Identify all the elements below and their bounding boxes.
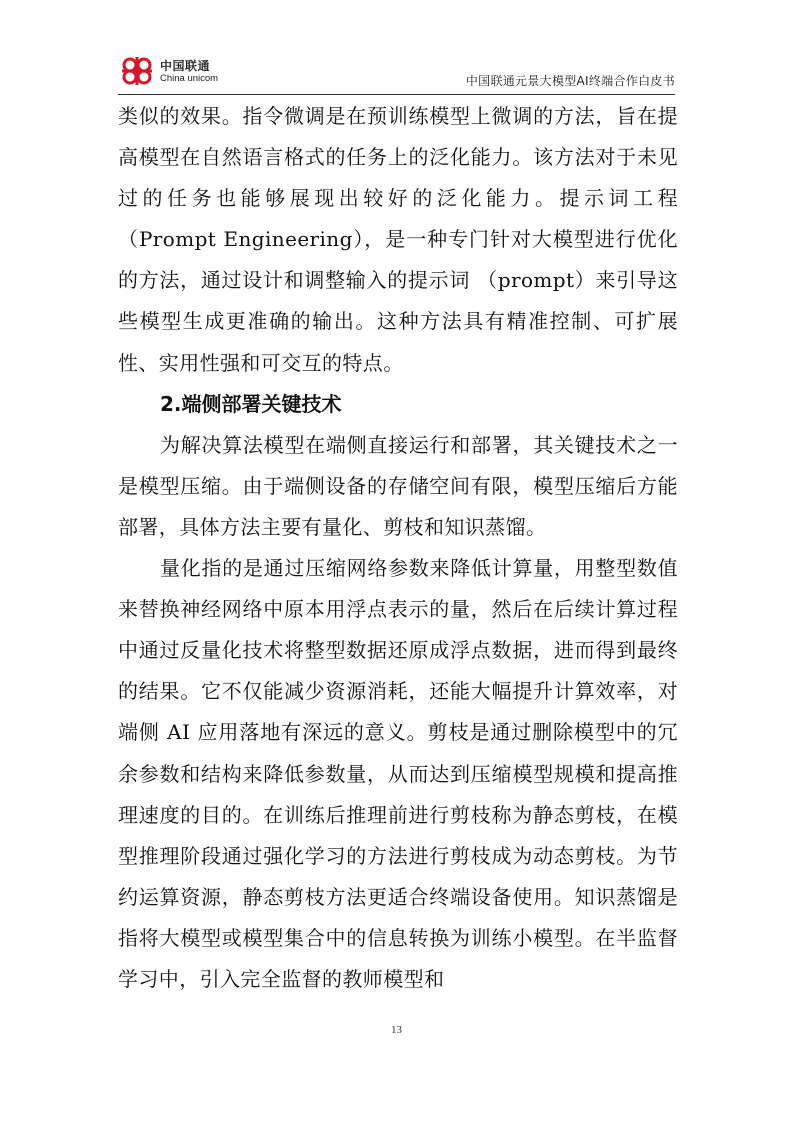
section-heading: 2.端侧部署关键技术 [160,391,342,416]
paragraph: 类似的效果。指令微调是在预训练模型上微调的方法，旨在提高模型在自然语言格式的任务上的泛化能力。该方法对于未见过的任务也能够展现出较好的泛化能力。提示词工程（Prompt Engineering），是一种专门针对大模型进行优化的方法，通过设计和调整输入的提示词 （prompt）来引导这些模型生成更准确的输出。这种方法具有精准控制、可扩展性、实用性强和可交互的特点。 [118,104,678,375]
page-number: 13 [391,1024,402,1036]
document-title: 中国联通元景大模型AI终端合作白皮书 [465,74,675,88]
page-content [118,96,678,1000]
page-header [118,50,675,95]
paragraph: 为解决算法模型在端侧直接运行和部署，其关键技术之一是模型压缩。由于端侧设备的存储空间有限，模型压缩后方能部署，具体方法主要有量化、剪枝和知识蒸馏。 [118,432,678,539]
unicom-knot-icon [118,54,158,88]
china-unicom-logo [118,54,248,88]
logo-english-text: China unicom [160,73,219,84]
logo-chinese-text: 中国联通 [160,59,211,73]
paragraph: 量化指的是通过压缩网络参数来降低计算量，用整型数值来替换神经网络中原本用浮点表示的量，然后在后续计算过程中通过反量化技术将整型数据还原成浮点数据，进而得到最终的结果。它不仅能减少资源消耗，还能大幅提升计算效率，对端侧 AI 应用落地有深远的意义。剪枝是通过删除模型中的冗余参数和结构来降低参数量，从而达到压缩模型规模和提高推理速度的目的。在训练后推理前进行剪枝称为静态剪枝，在模型推理阶段通过强化学习的方法进行剪枝成为动态剪枝。为节约运算资源，静态剪枝方法更适合终端设备使用。知识蒸馏是指将大模型或模型集合中的信息转换为训练小模型。在半监督学习中，引入完全监督的教师模型和 [118,556,678,991]
